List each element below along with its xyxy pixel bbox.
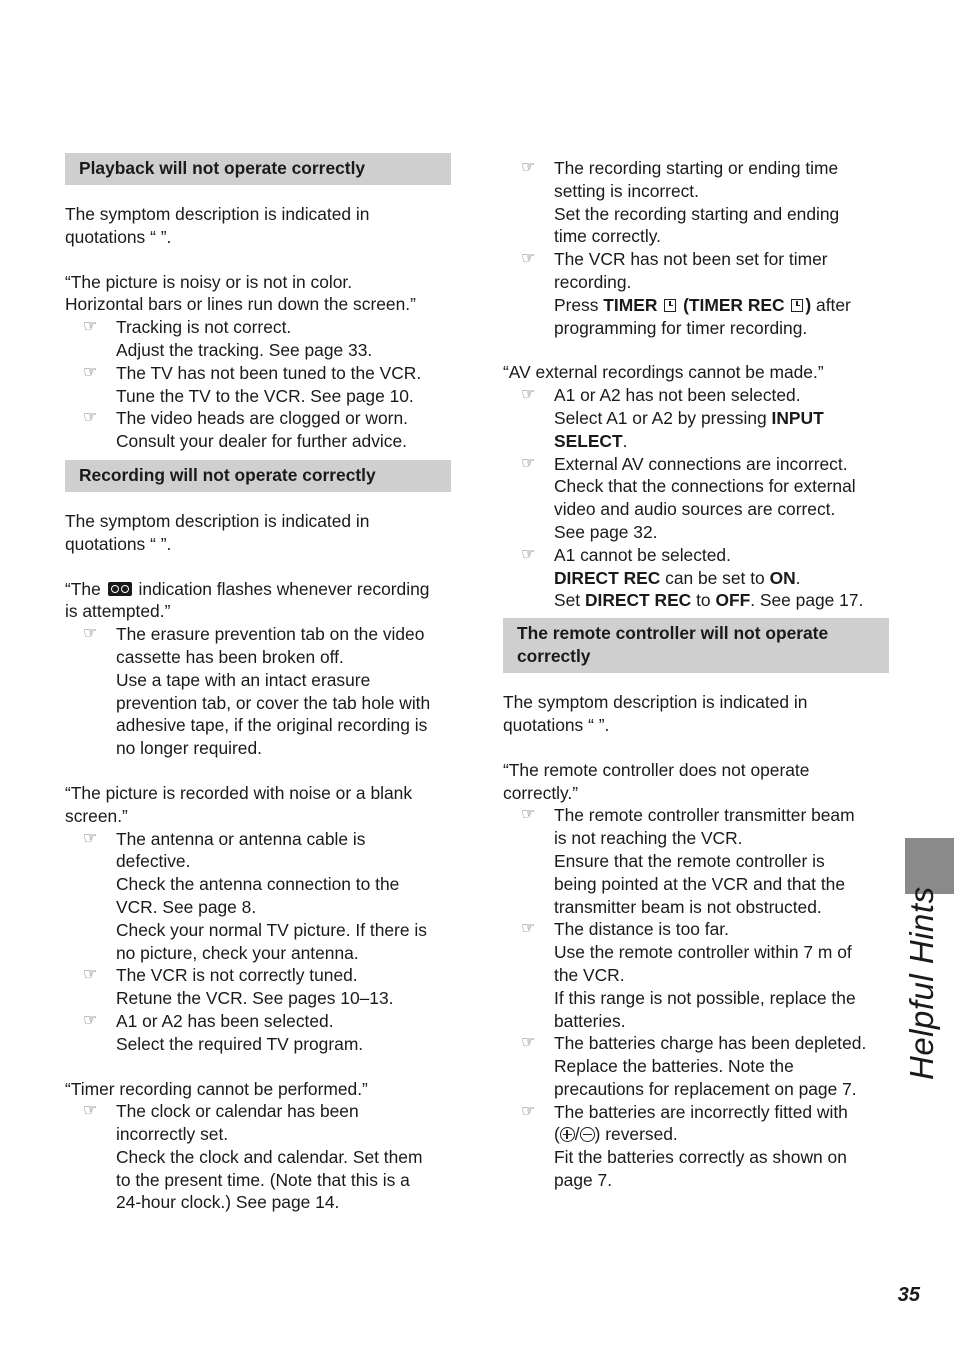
hint-line: Check that the connections for external	[554, 476, 856, 497]
hint-cause: The TV has not been tuned to the VCR.	[116, 362, 422, 383]
hint-line: The distance is too far.	[554, 919, 729, 940]
pointing-hand-icon: ☞	[83, 625, 98, 643]
hint-line: The remote controller transmitter beam	[554, 805, 855, 826]
pointing-hand-icon: ☞	[521, 250, 536, 268]
hint-line: programming for timer recording.	[554, 317, 808, 338]
hint-line: setting is incorrect.	[554, 180, 699, 201]
symptom-text: “The picture is recorded with noise or a blank	[65, 782, 413, 803]
symptom-text: “The remote controller does not operate	[503, 759, 810, 780]
pointing-hand-icon: ☞	[521, 159, 536, 176]
hint-line: Press TIMER (TIMER REC ) after	[554, 294, 851, 315]
hint-line: Set DIRECT REC to OFF. See page 17.	[554, 590, 864, 611]
hint-item	[65, 362, 451, 408]
hint-item	[65, 1010, 451, 1056]
hint-line: The batteries charge has been depleted.	[554, 1033, 867, 1054]
hint-line: The antenna or antenna cable is	[116, 828, 366, 849]
pointing-hand-icon: ☞	[83, 409, 98, 427]
hint-line: The erasure prevention tab on the video	[116, 624, 425, 645]
symptom-text: “The indication flashes whenever recording	[65, 578, 430, 599]
pointing-hand-icon: ☞	[521, 1102, 536, 1120]
hint-item	[503, 248, 889, 339]
symptom-text: correctly.”	[503, 782, 579, 803]
hint-line: Ensure that the remote controller is	[554, 850, 825, 871]
hint-line: Use the remote controller within 7 m of	[554, 942, 852, 963]
pointing-hand-icon: ☞	[83, 363, 98, 381]
hint-line: A1 cannot be selected.	[554, 544, 731, 565]
hint-item	[65, 316, 451, 362]
hint-line: Select the required TV program.	[116, 1033, 364, 1054]
hint-line: Check your normal TV picture. If there is	[116, 919, 427, 940]
pointing-hand-icon: ☞	[521, 545, 536, 563]
symptom-text: “Timer recording cannot be performed.”	[65, 1078, 368, 1099]
hint-line: the VCR.	[554, 964, 625, 985]
pointing-hand-icon: ☞	[521, 806, 536, 824]
hint-item	[503, 384, 889, 452]
hint-line: The VCR is not correctly tuned.	[116, 965, 358, 986]
hint-item	[65, 1100, 451, 1214]
hint-line: DIRECT REC can be set to ON.	[554, 567, 801, 588]
pointing-hand-icon: ☞	[521, 920, 536, 938]
intro-text: The symptom description is indicated in	[503, 692, 808, 713]
hint-line: Fit the batteries correctly as shown on	[554, 1147, 847, 1168]
hint-item	[65, 623, 451, 760]
hint-item	[503, 544, 889, 612]
hint-line: The batteries are incorrectly fitted with	[554, 1101, 848, 1122]
page-number: 35	[897, 1284, 920, 1306]
hint-line: See page 32.	[554, 521, 658, 542]
hint-line: is not reaching the VCR.	[554, 828, 743, 849]
section-header-playback: Playback will not operate correctly	[65, 153, 451, 185]
section-header-remote: The remote controller will not operate correctly	[503, 618, 889, 673]
hint-line: The recording starting or ending time	[554, 158, 839, 178]
clock-icon	[791, 299, 803, 312]
hint-line: A1 or A2 has not been selected.	[554, 385, 801, 406]
hint-line: SELECT.	[554, 430, 628, 451]
minus-circle-icon	[580, 1127, 595, 1142]
hint-item	[65, 828, 451, 965]
symptom-text: “The picture is noisy or is not in color.	[65, 271, 353, 292]
symptom-text: screen.”	[65, 805, 128, 826]
hint-item	[65, 964, 451, 1010]
intro-text: quotations “ ”.	[65, 533, 172, 554]
hint-line: Check the antenna connection to the	[116, 874, 400, 895]
intro-text: The symptom description is indicated in	[65, 204, 370, 224]
hint-line: no picture, check your antenna.	[116, 942, 359, 963]
hint-line: Set the recording starting and ending	[554, 203, 840, 224]
intro-text: quotations “ ”.	[65, 226, 172, 247]
hint-line: ( / ) reversed.	[554, 1124, 678, 1145]
hint-line: A1 or A2 has been selected.	[116, 1010, 334, 1031]
clock-icon	[664, 299, 676, 312]
hint-item	[65, 407, 451, 453]
hint-line: The clock or calendar has been	[116, 1101, 359, 1122]
hint-line: batteries.	[554, 1010, 626, 1031]
hint-line: precautions for replacement on page 7.	[554, 1078, 857, 1099]
hint-line: External AV connections are incorrect.	[554, 453, 848, 474]
pointing-hand-icon: ☞	[521, 386, 536, 404]
hint-item	[503, 157, 889, 248]
hint-line: 24-hour clock.) See page 14.	[116, 1192, 340, 1213]
hint-line: cassette has been broken off.	[116, 646, 344, 667]
hint-line: time correctly.	[554, 226, 661, 247]
hint-item	[503, 804, 889, 918]
hint-line: Use a tape with an intact erasure	[116, 669, 371, 690]
hint-remedy: Adjust the tracking. See page 33.	[116, 339, 373, 360]
symptom-text: Horizontal bars or lines run down the screen.”	[65, 294, 416, 315]
pointing-hand-icon: ☞	[83, 829, 98, 847]
hint-item	[503, 453, 889, 544]
hint-line: to the present time. (Note that this is a	[116, 1169, 410, 1190]
hint-item	[503, 918, 889, 1032]
intro-text: quotations “ ”.	[503, 714, 610, 735]
hint-line: Replace the batteries. Note the	[554, 1056, 794, 1077]
pointing-hand-icon: ☞	[83, 1011, 98, 1029]
hint-line: Check the clock and calendar. Set them	[116, 1146, 423, 1167]
right-column	[503, 157, 889, 1192]
symptom-text: is attempted.”	[65, 601, 171, 622]
symptom-text: “AV external recordings cannot be made.”	[503, 362, 824, 383]
hint-cause: Tracking is not correct.	[116, 317, 292, 338]
hint-line: no longer required.	[116, 738, 262, 759]
hint-line: prevention tab, or cover the tab hole with	[116, 692, 431, 713]
hint-line: Select A1 or A2 by pressing INPUT	[554, 407, 824, 428]
pointing-hand-icon: ☞	[83, 966, 98, 984]
side-chapter-label: Helpful Hints	[903, 886, 940, 1080]
hint-remedy: Tune the TV to the VCR. See page 10.	[116, 385, 414, 406]
hint-line: The VCR has not been set for timer	[554, 249, 828, 270]
hint-line: video and audio sources are correct.	[554, 499, 836, 520]
pointing-hand-icon: ☞	[521, 454, 536, 472]
pointing-hand-icon: ☞	[83, 318, 98, 336]
hint-line: If this range is not possible, replace the	[554, 987, 856, 1008]
tape-icon	[108, 582, 132, 596]
pointing-hand-icon: ☞	[521, 1034, 536, 1052]
hint-line: transmitter beam is not obstructed.	[554, 896, 822, 917]
hint-line: incorrectly set.	[116, 1124, 229, 1145]
hint-item	[503, 1101, 889, 1192]
hint-line: recording.	[554, 271, 632, 292]
hint-item	[503, 1032, 889, 1100]
plus-circle-icon	[560, 1127, 575, 1142]
left-column	[65, 153, 451, 1214]
hint-line: adhesive tape, if the original recording is	[116, 715, 428, 736]
hint-remedy: Consult your dealer for further advice.	[116, 431, 407, 452]
hint-line: page 7.	[554, 1170, 613, 1191]
hint-line: defective.	[116, 851, 191, 872]
intro-text: The symptom description is indicated in	[65, 510, 370, 531]
pointing-hand-icon: ☞	[83, 1102, 98, 1120]
hint-line: VCR. See page 8.	[116, 896, 257, 917]
hint-line: Retune the VCR. See pages 10–13.	[116, 988, 394, 1009]
hint-line: being pointed at the VCR and that the	[554, 873, 846, 894]
section-header-recording: Recording will not operate correctly	[65, 460, 451, 492]
hint-cause: The video heads are clogged or worn.	[116, 408, 408, 429]
